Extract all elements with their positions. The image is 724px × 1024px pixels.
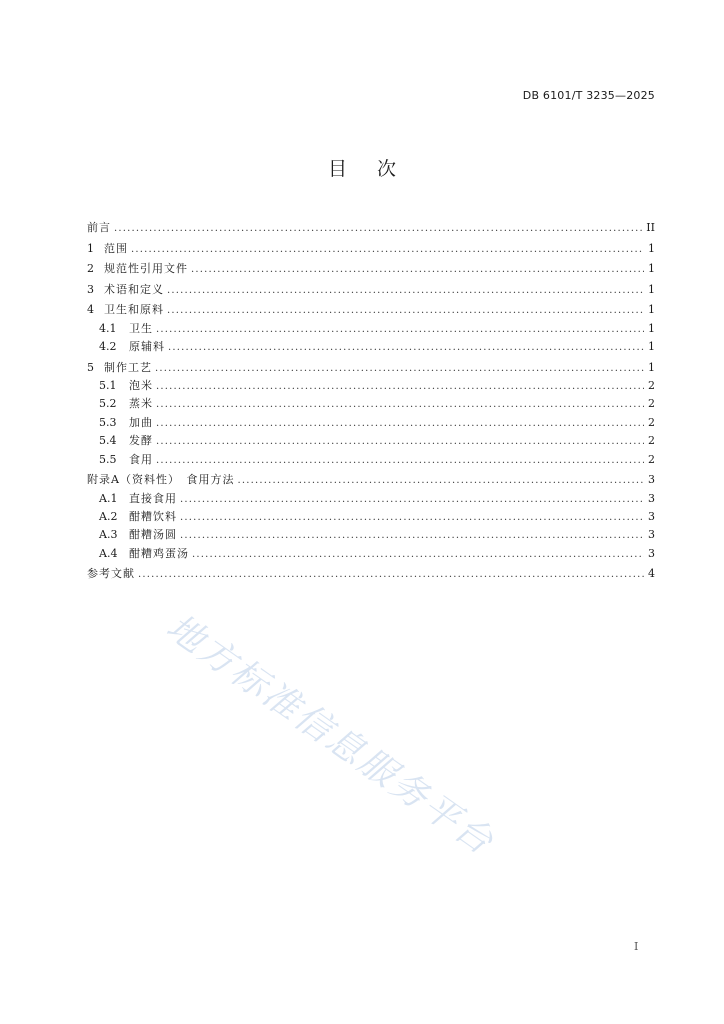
toc-entry-page: 3 (648, 528, 655, 542)
toc-dot-leader (131, 241, 644, 259)
toc-entry-label: 酣糟汤圆 (129, 528, 177, 542)
toc-dot-leader (180, 527, 644, 545)
toc-entry[interactable] (87, 526, 655, 544)
toc-dot-leader (167, 282, 644, 300)
toc-entry-page: 2 (648, 452, 655, 466)
toc-entry-number: A.4 (99, 546, 118, 560)
toc-dot-leader (156, 415, 644, 433)
toc-title (0, 154, 724, 181)
toc-entry-label: 泡米 (129, 379, 153, 393)
toc-entry-page: II (646, 221, 655, 234)
toc-entry-label: 发酵 (129, 434, 153, 448)
toc-dot-leader (156, 321, 644, 339)
toc-dot-leader (191, 261, 644, 279)
toc-entry[interactable] (87, 471, 655, 489)
toc-entry[interactable] (87, 240, 655, 258)
toc-entry[interactable] (87, 565, 655, 583)
toc-dot-leader (192, 546, 644, 564)
toc-entry[interactable] (87, 320, 655, 338)
toc-entry-page: 1 (648, 303, 655, 317)
toc-entry-number: 3 (87, 282, 94, 296)
toc-entry-number: 4.1 (99, 321, 117, 335)
toc-entry[interactable] (87, 414, 655, 432)
toc-entry-number: 4 (87, 303, 94, 317)
toc-dot-leader (167, 302, 644, 320)
toc-entry-page: 3 (648, 473, 655, 487)
toc-title-char-2: 次 (377, 158, 397, 180)
toc-dot-leader (237, 472, 644, 490)
toc-entry-page: 1 (648, 321, 655, 335)
toc-entry-label: 原辅料 (129, 340, 165, 354)
toc-entry-number: 4.2 (99, 340, 117, 354)
toc-entry-number: A.2 (99, 509, 118, 523)
toc-entry-number: A.1 (99, 491, 118, 505)
toc-entry-page: 2 (648, 379, 655, 393)
toc-entry[interactable] (87, 395, 655, 413)
toc-dot-leader (180, 491, 644, 509)
toc-entry-page: 3 (648, 491, 655, 505)
toc-entry-page: 1 (648, 262, 655, 276)
toc-entry-number: 5.4 (99, 434, 117, 448)
toc-entry-label: 范围 (104, 241, 128, 255)
toc-dot-leader (156, 396, 644, 414)
toc-entry[interactable] (87, 260, 655, 278)
toc-entry-page: 4 (648, 567, 655, 581)
toc-entry-label: 参考文献 (87, 567, 135, 581)
toc-dot-leader (156, 452, 644, 470)
toc-entry[interactable] (87, 219, 655, 237)
toc-entry[interactable] (87, 451, 655, 469)
toc-entry-number: 5 (87, 360, 94, 374)
toc-entry-number: 2 (87, 262, 94, 276)
toc-entry-page: 1 (648, 340, 655, 354)
toc-entry-page: 2 (648, 397, 655, 411)
toc-title-char-1: 目 (327, 158, 347, 180)
toc-entry-page: 1 (648, 282, 655, 296)
toc-dot-leader (138, 566, 644, 584)
toc-entry[interactable] (87, 508, 655, 526)
toc-dot-leader (156, 433, 644, 451)
toc-entry-number: 5.5 (99, 452, 117, 466)
toc-entry-number: 5.1 (99, 379, 117, 393)
toc-entry[interactable] (87, 301, 655, 319)
toc-entry-label: 卫生和原料 (104, 303, 164, 317)
toc-entry-label: 规范性引用文件 (104, 262, 188, 276)
toc-entry[interactable] (87, 490, 655, 508)
toc-dot-leader (155, 360, 644, 378)
document-code: DB 6101/T 3235—2025 (522, 89, 655, 102)
toc-entry-number: 5.3 (99, 415, 117, 429)
toc-entry-label: 加曲 (129, 415, 153, 429)
page-number: I (634, 940, 639, 953)
toc-entry-label: 附录A（资料性） 食用方法 (87, 473, 235, 487)
watermark: 地方标准信息服务平台 (158, 606, 502, 864)
toc-entry-page: 1 (648, 360, 655, 374)
toc-entry[interactable] (87, 359, 655, 377)
toc-entry-label: 制作工艺 (104, 360, 152, 374)
toc-entry-label: 酣糟饮料 (129, 509, 177, 523)
toc-dot-leader (156, 378, 644, 396)
toc-entry-number: 5.2 (99, 397, 117, 411)
toc-entry[interactable] (87, 377, 655, 395)
toc-entry-page: 2 (648, 434, 655, 448)
toc-entry[interactable] (87, 545, 655, 563)
toc-entry-label: 直接食用 (129, 491, 177, 505)
table-of-contents (87, 219, 655, 584)
toc-entry-label: 前言 (87, 221, 111, 234)
toc-entry-label: 食用 (129, 452, 153, 466)
toc-entry-page: 2 (648, 415, 655, 429)
toc-entry-number: 1 (87, 241, 94, 255)
toc-entry-label: 术语和定义 (104, 282, 164, 296)
toc-entry-page: 3 (648, 509, 655, 523)
toc-dot-leader (114, 220, 643, 238)
toc-entry-page: 3 (648, 546, 655, 560)
toc-entry-label: 酣糟鸡蛋汤 (129, 546, 189, 560)
toc-entry[interactable] (87, 338, 655, 356)
toc-entry[interactable] (87, 281, 655, 299)
toc-dot-leader (180, 509, 644, 527)
toc-entry-number: A.3 (99, 528, 118, 542)
toc-entry-label: 蒸米 (129, 397, 153, 411)
toc-entry[interactable] (87, 432, 655, 450)
toc-dot-leader (168, 339, 644, 357)
toc-entry-label: 卫生 (129, 321, 153, 335)
toc-entry-page: 1 (648, 241, 655, 255)
